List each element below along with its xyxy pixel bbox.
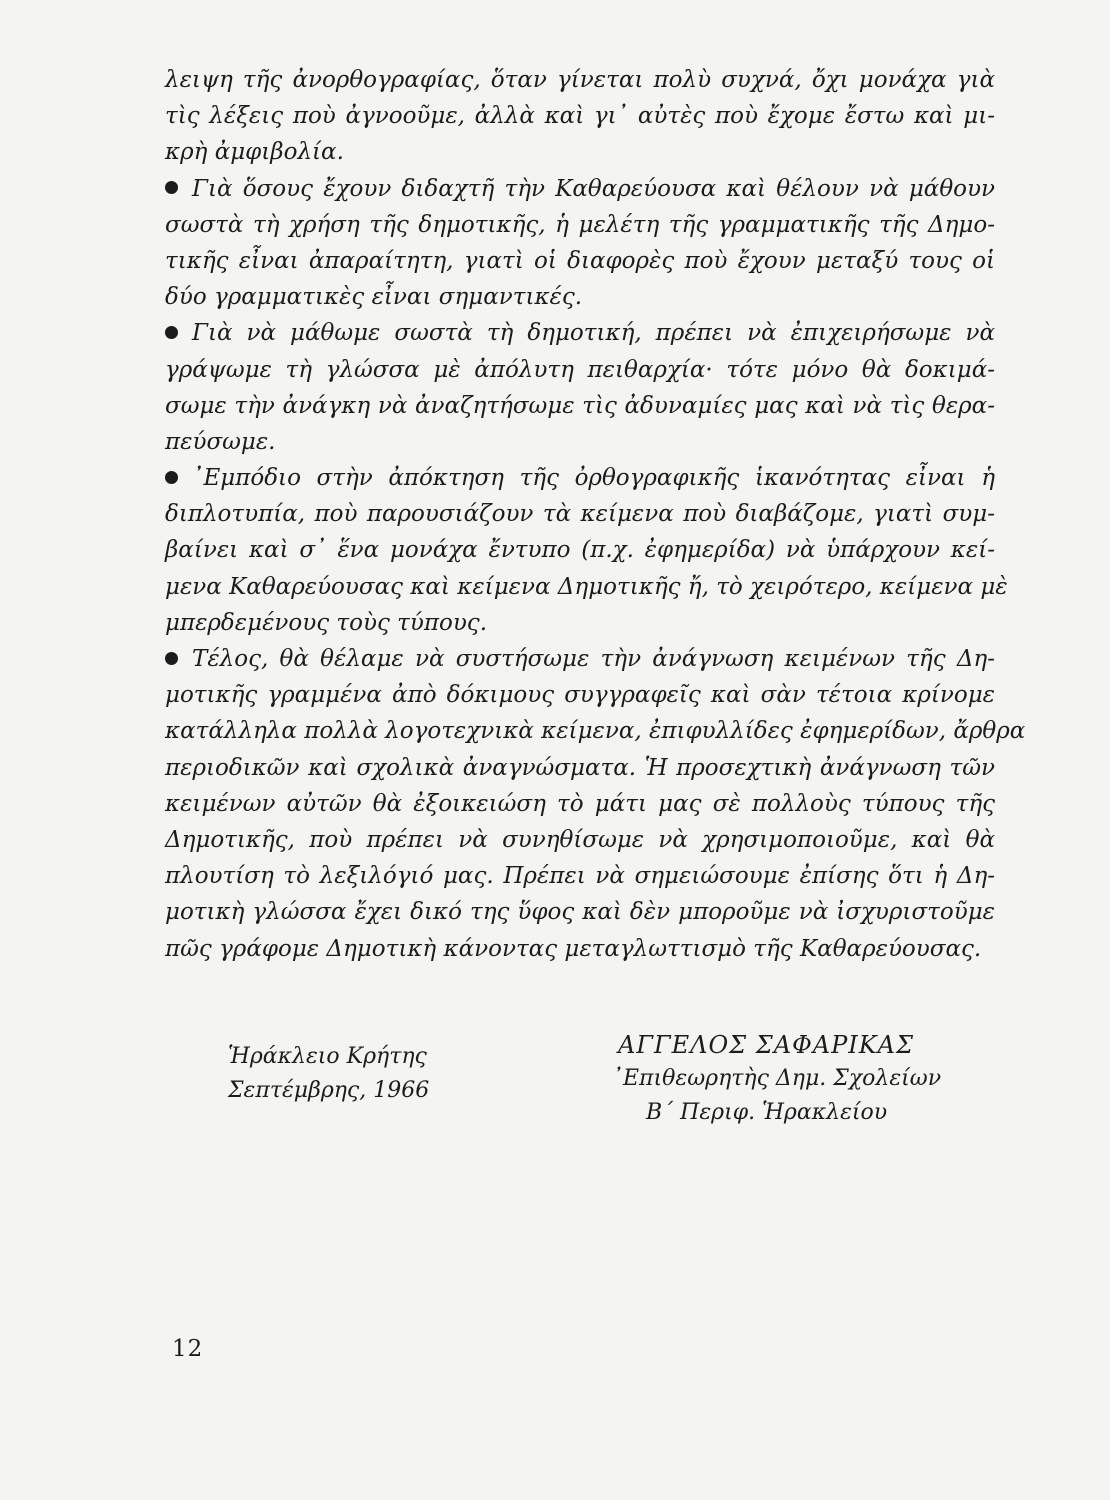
bullet-icon (165, 652, 178, 665)
text-line: Δημοτικῆς, ποὺ πρέπει νὰ συνηθίσωμε νὰ χρησιμοποιοῦμε, καὶ θὰ (165, 826, 995, 853)
text-line: ᾿Εμπόδιο στὴν ἀπόκτηση τῆς ὀρθογραφικῆς ἱκανότητας εἶναι ἡ (192, 465, 995, 492)
bullet-icon (165, 181, 178, 194)
text-line: δύο γραμματικὲς εἶναι σημαντικές. (165, 284, 583, 311)
body-text (165, 62, 1026, 967)
text-line: Τέλος, θὰ θέλαμε νὰ συστήσωμε τὴν ἀνάγνωση κειμένων τῆς Δη- (192, 646, 995, 672)
text-line: κρὴ ἀμφιβολία. (165, 139, 344, 166)
text-line: μπερδεμένους τοὺς τύπους. (165, 609, 487, 636)
paragraph-bullet-line (165, 171, 995, 207)
text-line: γράψωμε τὴ γλώσσα μὲ ἀπόλυτη πειθαρχία· τότε μόνο θὰ δοκιμά- (165, 356, 995, 383)
text-line: μοτικῆς γραμμένα ἀπὸ δόκιμους συγγραφεῖς καὶ σὰν τέτοια κρίνομε (165, 682, 995, 709)
text-line: Γιὰ νὰ μάθωμε σωστὰ τὴ δημοτική, πρέπει νὰ ἐπιχειρήσωμε νὰ (192, 320, 995, 347)
bullet-icon (165, 326, 178, 339)
text-line: Γιὰ ὅσους ἔχουν διδαχτῆ τὴν Καθαρεύουσα καὶ θέλουν νὰ μάθουν (192, 175, 995, 202)
paragraph-bullet-line (165, 315, 995, 351)
text-line: πεύσωμε. (165, 428, 276, 455)
text-line: περιοδικῶν καὶ σχολικὰ ἀναγνώσματα. Ἡ προσεχτικὴ ἀνάγνωση τῶν (165, 754, 995, 781)
signature-block (612, 1028, 941, 1130)
signature-place-date (228, 1040, 429, 1108)
text-line: λειψη τῆς ἀνορθογραφίας, ὅταν γίνεται πολὺ συχνά, ὄχι μονάχα γιὰ (165, 67, 995, 93)
text-line: βαίνει καὶ σ᾿ ἕνα μονάχα ἔντυπο (π.χ. ἐφημερίδα) νὰ ὑπάρχουν κεί- (165, 537, 995, 564)
text-line: μοτικὴ γλώσσα ἔχει δικό της ὕφος καὶ δὲν μποροῦμε νὰ ἰσχυριστοῦμε (165, 899, 995, 926)
paragraph-bullet-line (165, 641, 995, 677)
text-line: μενα Καθαρεύουσας καὶ κείμενα Δημοτικῆς ἤ, τὸ χειρότερο, κείμενα μὲ (165, 573, 1008, 600)
paragraph-bullet-line (165, 460, 995, 496)
text-line: πῶς γράφομε Δημοτικὴ κάνοντας μεταγλωττισμὸ τῆς Καθαρεύουσας. (165, 935, 982, 962)
text-line: κειμένων αὐτῶν θὰ ἐξοικειώση τὸ μάτι μας σὲ πολλοὺς τύπους τῆς (165, 790, 995, 817)
text-line: τικῆς εἶναι ἀπαραίτητη, γιατὶ οἱ διαφορὲς ποὺ ἔχουν μεταξύ τους οἱ (165, 247, 995, 274)
bullet-icon (165, 471, 178, 484)
page-number: 12 (172, 1336, 204, 1362)
text-line: πλουτίση τὸ λεξιλόγιό μας. Πρέπει νὰ σημειώσουμε ἐπίσης ὅτι ἡ Δη- (165, 863, 995, 890)
signature-name: ΑΓΓΕΛΟΣ ΣΑΦΑΡΙΚΑΣ (618, 1031, 914, 1059)
signature-region: Β΄ Περιφ. Ἡρακλείου (646, 1100, 888, 1125)
text-line: κατάλληλα πολλὰ λογοτεχνικὰ κείμενα, ἐπιφυλλίδες ἐφημερίδων, ἄρθρα (165, 718, 1026, 745)
text-line: σωμε τὴν ἀνάγκη νὰ ἀναζητήσωμε τὶς ἀδυναμίες μας καὶ νὰ τὶς θερα- (165, 392, 995, 419)
text-line: τὶς λέξεις ποὺ ἀγνοοῦμε, ἀλλὰ καὶ γι᾿ αὐτὲς ποὺ ἔχομε ἔστω καὶ μι- (165, 103, 995, 130)
text-line: διπλοτυπία, ποὺ παρουσιάζουν τὰ κείμενα ποὺ διαβάζομε, γιατὶ συμ- (165, 501, 995, 528)
signature-date: Σεπτέμβρης, 1966 (228, 1078, 430, 1103)
signature-place: Ἡράκλειο Κρήτης (228, 1044, 427, 1069)
text-line: σωστὰ τὴ χρήση τῆς δημοτικῆς, ἡ μελέτη τῆς γραμματικῆς τῆς Δημο- (165, 211, 995, 238)
signature-title: ᾿Επιθεωρητὴς Δημ. Σχολείων (612, 1066, 942, 1091)
